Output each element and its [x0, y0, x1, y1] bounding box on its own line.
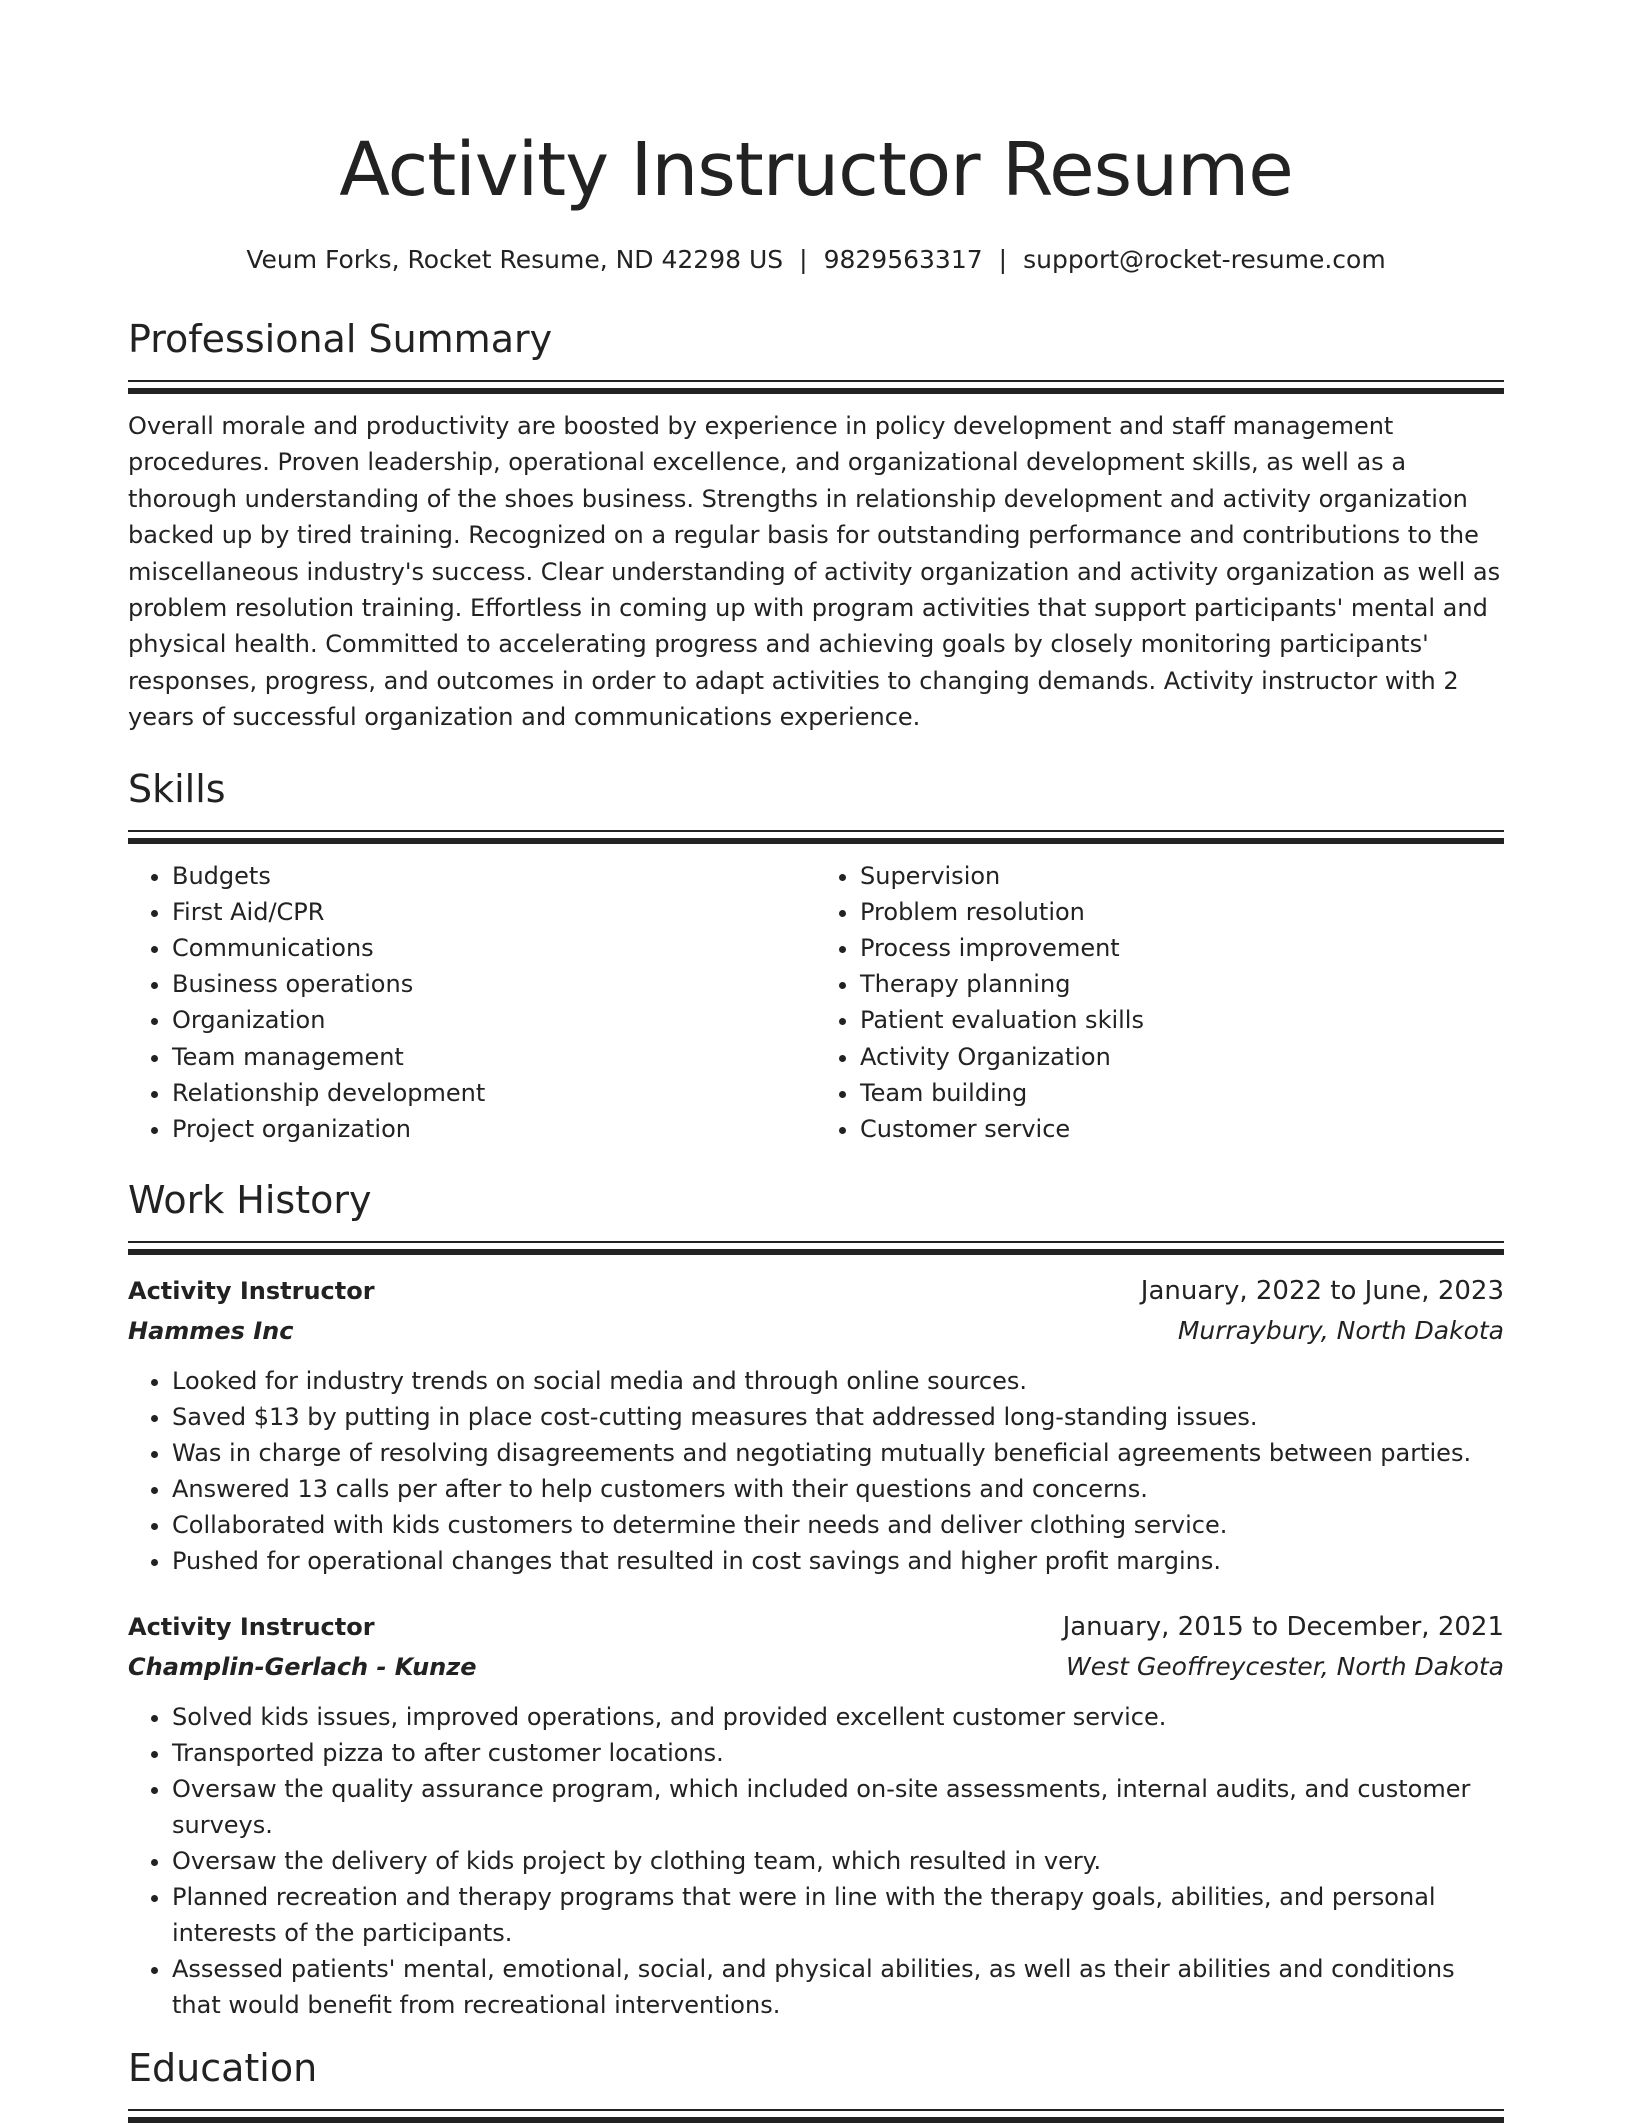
duty-item: • Answered 13 calls per after to help customers with their questions and concerns. [172, 1471, 1504, 1507]
skill-item: • Process improvement [860, 930, 1504, 966]
job-duties [128, 1363, 1504, 1579]
duty-item: • Transported pizza to after customer locations. [172, 1735, 1504, 1771]
job-entry [128, 1271, 1504, 1579]
contact-email: support@rocket-resume.com [1023, 245, 1386, 274]
skill-item: • Customer service [860, 1111, 1504, 1147]
skill-item: • Activity Organization [860, 1039, 1504, 1075]
contact-phone: 9829563317 [823, 245, 983, 274]
education-section [128, 2041, 1504, 2123]
section-heading-summary: Professional Summary [128, 317, 553, 361]
skill-item: • Relationship development [172, 1075, 816, 1111]
section-divider [128, 1241, 1504, 1255]
skill-item: • Supervision [860, 858, 1504, 894]
skill-item: • Team management [172, 1039, 816, 1075]
skills-columns [128, 858, 1504, 1148]
duty-item: • Pushed for operational changes that resulted in cost savings and higher profit margins. [172, 1543, 1504, 1579]
duty-item: • Was in charge of resolving disagreements and negotiating mutually beneficial agreements between parties. [172, 1435, 1504, 1471]
job-header [128, 1607, 1504, 1647]
duty-item: • Collaborated with kids customers to determine their needs and deliver clothing service. [172, 1507, 1504, 1543]
job-location: Murraybury, North Dakota [1177, 1316, 1504, 1346]
job-header [128, 1271, 1504, 1311]
contact-line [128, 242, 1504, 278]
skill-item: • Organization [172, 1002, 816, 1038]
section-divider [128, 830, 1504, 844]
section-heading-work: Work History [128, 1178, 372, 1223]
skill-item: • First Aid/CPR [172, 894, 816, 930]
job-subheader [128, 1647, 1504, 1687]
job-company: Hammes Inc [128, 1317, 294, 1346]
contact-separator: | [998, 245, 1008, 274]
job-entry [128, 1607, 1504, 2023]
duty-item: • Solved kids issues, improved operations, and provided excellent customer service. [172, 1699, 1504, 1735]
job-location: West Geoffreycester, North Dakota [1066, 1652, 1504, 1682]
section-heading-skills: Skills [128, 766, 226, 811]
job-title: Activity Instructor [128, 1277, 375, 1306]
job-company: Champlin-Gerlach - Kunze [128, 1653, 477, 1682]
skill-item: • Patient evaluation skills [860, 1002, 1504, 1038]
skill-item: • Project organization [172, 1111, 816, 1147]
section-divider [128, 2109, 1504, 2123]
duty-item: • Planned recreation and therapy programs that were in line with the therapy goals, abilities, and personal interests of the participants. [172, 1879, 1504, 1951]
skill-item: • Business operations [172, 966, 816, 1002]
skills-section [128, 762, 1504, 1148]
job-subheader [128, 1311, 1504, 1351]
skills-list-left [128, 858, 816, 1148]
summary-section [128, 312, 1504, 736]
duty-item: • Oversaw the delivery of kids project by clothing team, which resulted in very. [172, 1843, 1504, 1879]
job-title: Activity Instructor [128, 1613, 375, 1642]
skill-item: • Problem resolution [860, 894, 1504, 930]
section-heading-education: Education [128, 2046, 318, 2091]
skill-item: • Budgets [172, 858, 816, 894]
skills-list-right [816, 858, 1504, 1148]
skill-item: • Therapy planning [860, 966, 1504, 1002]
duty-item: • Oversaw the quality assurance program, which included on-site assessments, internal audits, and customer surveys. [172, 1771, 1504, 1843]
job-duties [128, 1699, 1504, 2023]
summary-text: Overall morale and productivity are boosted by experience in policy development and staff management procedures. Proven leadership, operational excellence, and organizational development skills, as well as a thorough understanding of the shoes business. Strengths in relationship development and activity organization backed up by tired training. Recognized on a regular basis for outstanding performance and contributions to the miscellaneous industry's success. Clear understanding of activity organization and activity organization as well as problem resolution training. Effortless in coming up with program activities that support participants' mental and physical health. Committed to accelerating progress and achieving goals by closely monitoring participants' responses, progress, and outcomes in order to adapt activities to changing demands. Activity instructor with 2 years of successful organization and communications experience. [128, 412, 1501, 732]
duty-item: • Looked for industry trends on social media and through online sources. [172, 1363, 1504, 1399]
job-dates: January, 2015 to December, 2021 [1062, 1612, 1504, 1643]
duty-item: • Saved $13 by putting in place cost-cutting measures that addressed long-standing issues. [172, 1399, 1504, 1435]
contact-address: Veum Forks, Rocket Resume, ND 42298 US [246, 245, 784, 274]
page-title: Activity Instructor Resume [339, 127, 1293, 213]
contact-separator: | [799, 245, 808, 274]
skill-item: • Team building [860, 1075, 1504, 1111]
section-divider [128, 380, 1504, 394]
job-dates: January, 2022 to June, 2023 [1140, 1276, 1504, 1307]
skill-item: • Communications [172, 930, 816, 966]
work-section [128, 1173, 1504, 2023]
duty-item: • Assessed patients' mental, emotional, social, and physical abilities, as well as their abilities and conditions that would benefit from recreational interventions. [172, 1951, 1504, 2023]
